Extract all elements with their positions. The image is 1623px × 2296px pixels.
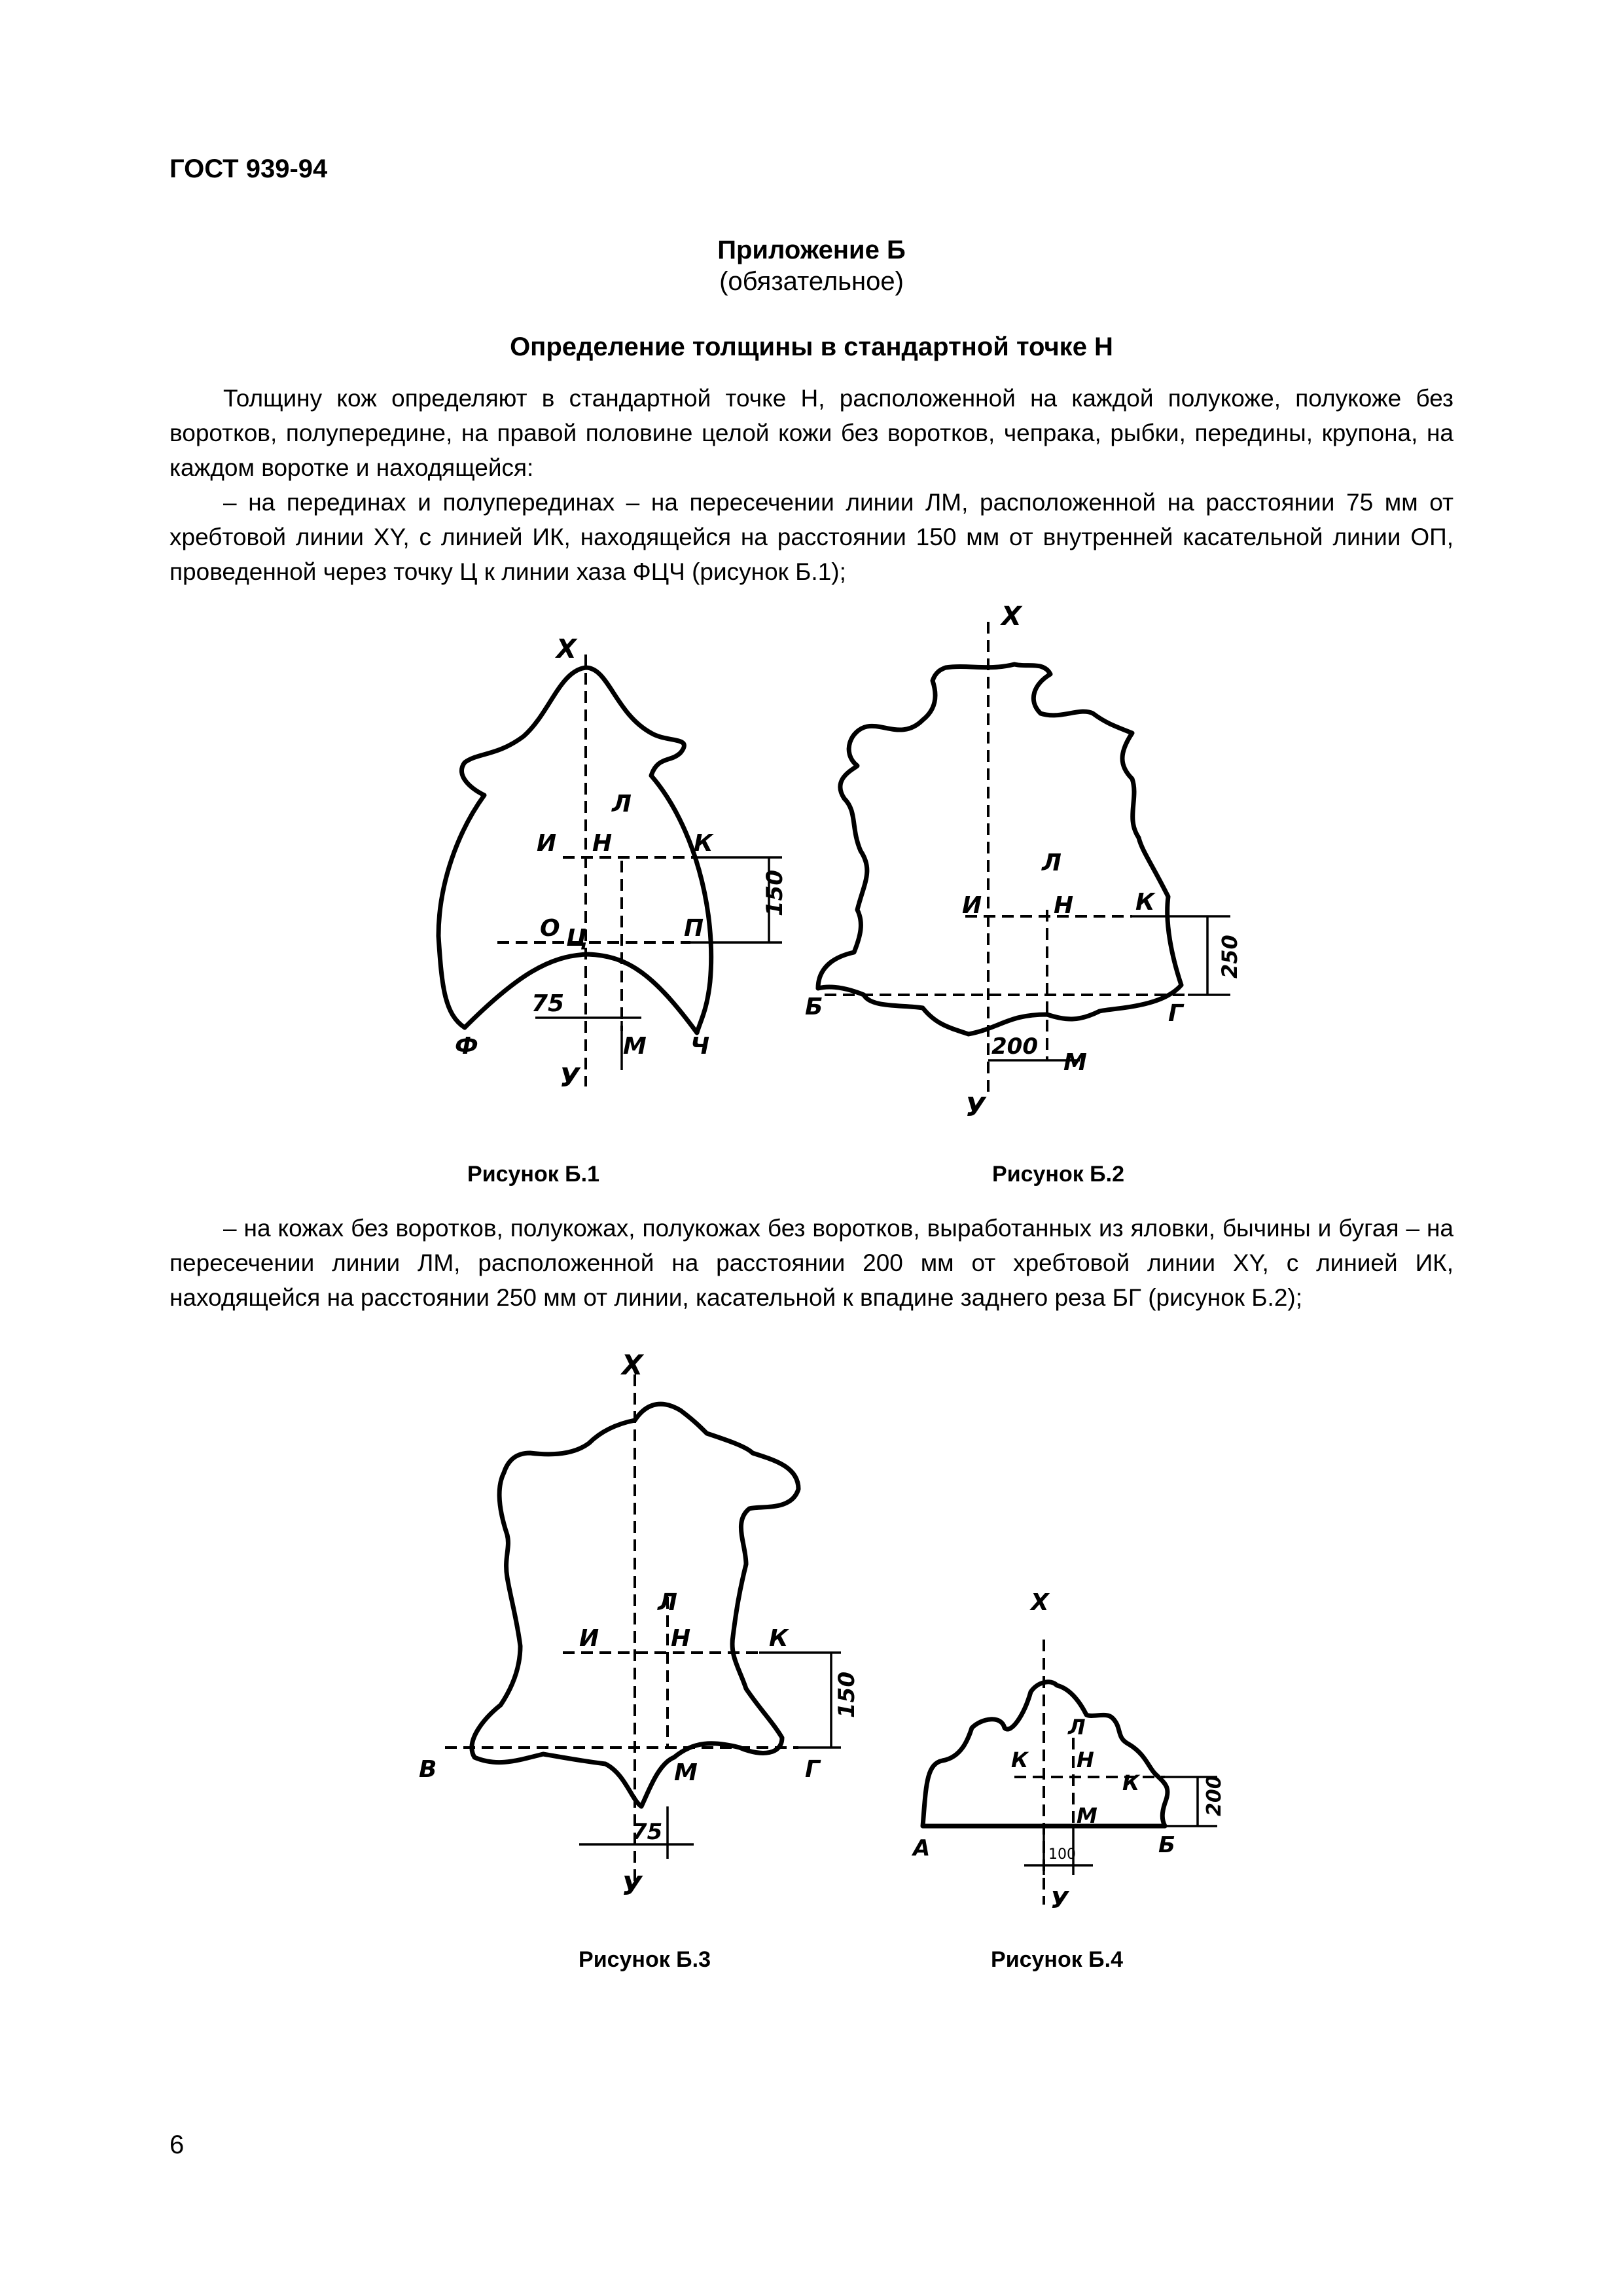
- label-y: У: [560, 1063, 580, 1093]
- label-k: К: [769, 1625, 789, 1652]
- label-k1: К: [1011, 1748, 1029, 1772]
- label-b: Б: [805, 994, 823, 1020]
- appendix-title: Приложение Б: [717, 236, 906, 264]
- figure-b4-caption: Рисунок Б.4: [991, 1947, 1123, 1972]
- figure-b1-caption: Рисунок Б.1: [467, 1162, 599, 1187]
- label-ts: Ц: [566, 925, 588, 952]
- figure-b4-outline: [923, 1682, 1168, 1826]
- appendix-subtitle: (обязательное): [719, 267, 904, 296]
- page-number: 6: [169, 2130, 185, 2159]
- paragraph-block-2: [169, 1211, 1454, 1315]
- label-p: П: [684, 915, 704, 942]
- label-l: Л: [658, 1589, 677, 1616]
- label-l: Л: [612, 791, 632, 817]
- figure-b2-caption: Рисунок Б.2: [992, 1162, 1124, 1187]
- label-i: И: [962, 892, 982, 919]
- label-k: К: [1135, 889, 1155, 916]
- label-y: У: [622, 1871, 642, 1901]
- label-ch: Ч: [690, 1033, 710, 1060]
- document-header: ГОСТ 939-94: [169, 154, 328, 183]
- label-150: 150: [834, 1672, 860, 1718]
- label-m: М: [674, 1759, 698, 1786]
- paragraph-intro: Толщину кож определяют в стандартной точке Н, расположенной на каждой полукоже, полукоже без воротков, полупередине, на правой половине целой кожи без воротков, чепрака, рыбки, передины, крупона, на каждом воротке и находящейся:: [169, 385, 1454, 481]
- label-n: Н: [592, 830, 613, 857]
- label-o: О: [540, 915, 560, 942]
- paragraph-block-1: [169, 381, 1454, 589]
- figure-b3-caption: Рисунок Б.3: [579, 1947, 711, 1972]
- figure-b2: [805, 602, 1263, 1126]
- figure-b1-outline: [438, 668, 711, 1033]
- label-x: Х: [556, 634, 577, 664]
- label-n: Н: [1054, 892, 1074, 919]
- label-150: 150: [762, 870, 788, 916]
- label-v: В: [419, 1756, 437, 1783]
- label-x: Х: [1001, 601, 1022, 632]
- label-200: 200: [1203, 1775, 1226, 1816]
- label-i: И: [579, 1625, 599, 1652]
- figure-b1: [419, 635, 812, 1106]
- label-y: У: [965, 1092, 986, 1122]
- label-f: Ф: [455, 1033, 478, 1060]
- figure-b4: [897, 1577, 1263, 1918]
- paragraph-peredina: – на перединах и полуперединах – на пересечении линии ЛМ, расположенной на расстоянии 75 мм от хребтовой линии XY, с линией ИК, находящейся на расстоянии 150 мм от внутренней касательной линии ОП, проведенной через точку Ц к линии хаза ФЦЧ (рисунок Б.1);: [169, 489, 1454, 585]
- label-m: М: [1077, 1803, 1097, 1828]
- label-a: А: [913, 1835, 931, 1861]
- label-b: Б: [1158, 1832, 1175, 1858]
- label-200: 200: [991, 1033, 1038, 1060]
- section-title: Определение толщины в стандартной точке Н: [510, 332, 1113, 361]
- label-g: Г: [805, 1756, 820, 1783]
- label-75: 75: [632, 1819, 663, 1845]
- label-x: Х: [1031, 1589, 1049, 1616]
- label-x: Х: [622, 1349, 643, 1381]
- label-k2: К: [1122, 1770, 1140, 1795]
- figure-b2-outline: [818, 664, 1181, 1034]
- label-250: 250: [1217, 935, 1242, 978]
- label-100: 100: [1048, 1846, 1076, 1863]
- label-75: 75: [531, 990, 565, 1017]
- label-g: Г: [1168, 1000, 1183, 1027]
- label-i: И: [537, 830, 557, 857]
- label-m: М: [623, 1033, 647, 1060]
- label-l: Л: [1068, 1715, 1086, 1740]
- label-l: Л: [1042, 850, 1061, 876]
- figure-b3: [406, 1348, 877, 1905]
- label-n: Н: [671, 1625, 691, 1652]
- label-k: К: [694, 830, 713, 857]
- label-y: У: [1050, 1887, 1069, 1914]
- paragraph-kozha: – на кожах без воротков, полукожах, полукожах без воротков, выработанных из яловки, бычины и бугая – на пересечении линии ЛМ, расположенной на расстоянии 200 мм от хребтовой линии XY, с линией ИК, находящейся на расстоянии 250 мм от линии, касательной к впадине заднего реза БГ (рисунок Б.2);: [169, 1215, 1454, 1311]
- label-n: Н: [1077, 1748, 1094, 1772]
- label-m: М: [1063, 1049, 1087, 1076]
